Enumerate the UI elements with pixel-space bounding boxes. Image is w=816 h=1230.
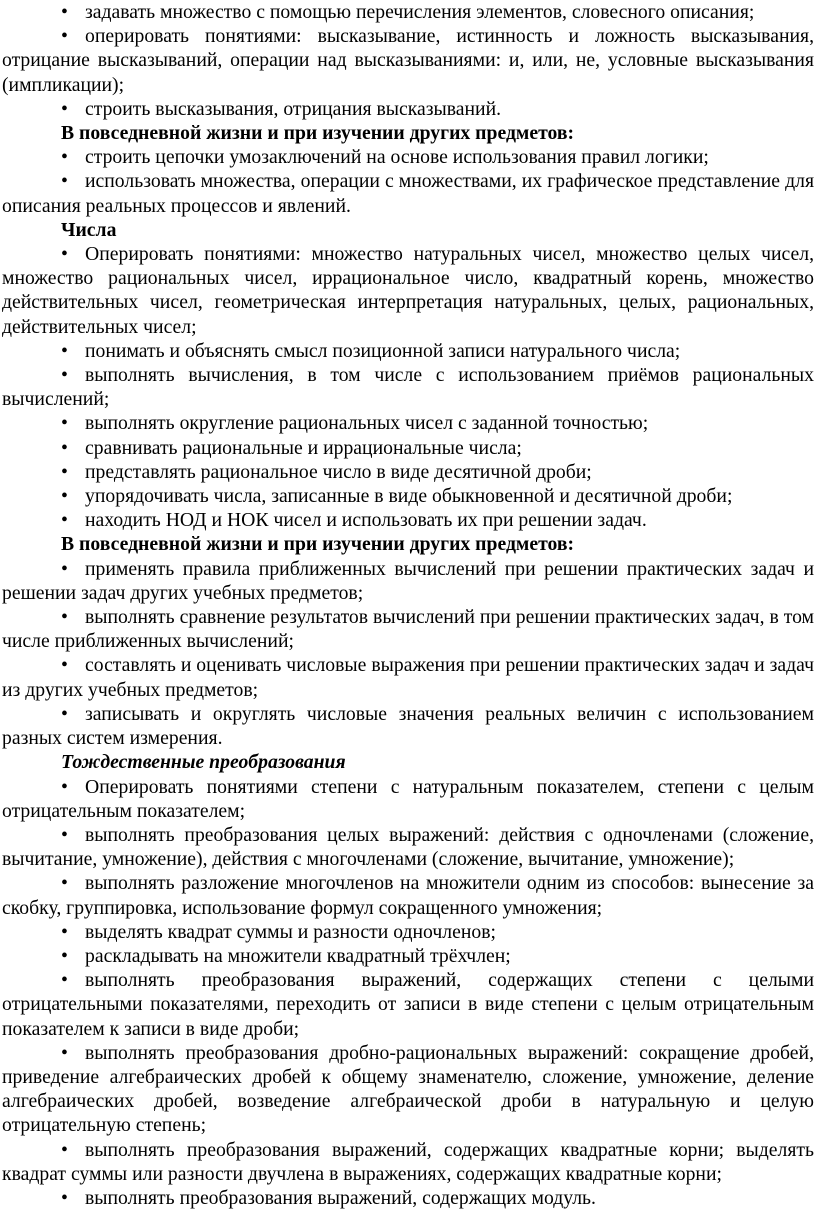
bullet-text: раскладывать на множители квадратный трёхчлен; (85, 944, 511, 967)
bullet-icon: • (61, 654, 68, 677)
bullet-icon: • (61, 606, 68, 629)
bullet-text: строить цепочки умозаключений на основе использования правил логики; (85, 146, 709, 169)
bullet-paragraph (2, 460, 814, 484)
bullet-paragraph (2, 169, 814, 217)
bullet-icon: • (61, 823, 68, 846)
bullet-paragraph (2, 968, 814, 1041)
bullet-paragraph (2, 1041, 814, 1138)
section-heading: В повседневной жизни и при изучении других предметов: (61, 533, 575, 556)
bullet-icon: • (61, 97, 68, 120)
bullet-icon: • (61, 412, 68, 435)
bullet-text: Оперировать понятиями: множество натуральных чисел, множество целых чисел, множество рациональных чисел, иррациональное число, квадратный корень, множество действительных чисел, геометрическая интерпретация натуральных, целых, рациональных, действительных чисел; (2, 243, 814, 338)
bullet-icon: • (61, 872, 68, 895)
bullet-icon: • (61, 1138, 68, 1161)
bullet-text: представлять рациональное число в виде десятичной дроби; (85, 460, 592, 483)
bullet-icon: • (61, 364, 68, 387)
bullet-paragraph (2, 145, 814, 169)
bullet-text: выполнять округление рациональных чисел с заданной точностью; (85, 412, 649, 435)
bullet-text: выполнять преобразования выражений, содержащих квадратные корни; выделять квадрат суммы или разности двучлена в выражениях, содержащих квадратные корни; (2, 1138, 814, 1185)
bullet-text: применять правила приближенных вычислений при решении практических задач и решении задач других учебных предметов; (2, 557, 814, 604)
bullet-text: выполнять преобразования выражений, содержащих степени с целыми отрицательными показателями, переходить от записи в виде степени с целым отрицательным показателем к записи в виде дроби; (2, 969, 814, 1040)
bullet-text: выполнять сравнение результатов вычислений при решении практических задач, в том числе приближенных вычислений; (2, 606, 814, 653)
bullet-text: выделять квадрат суммы и разности одночленов; (85, 920, 497, 943)
bullet-paragraph (2, 920, 814, 944)
bullet-text: выполнять разложение многочленов на множители одним из способов: вынесение за скобку, группировка, использование формул сокращенного умножения; (2, 872, 814, 919)
bullet-paragraph (2, 242, 814, 339)
bullet-icon: • (61, 460, 68, 483)
bullet-icon: • (61, 1, 68, 23)
bullet-paragraph (2, 484, 814, 508)
bullet-text: выполнять преобразования выражений, содержащих модуль. (85, 1186, 596, 1209)
section-heading: Числа (61, 218, 117, 241)
bullet-paragraph (2, 0, 814, 24)
bullet-paragraph (2, 1138, 814, 1186)
bullet-text: выполнять вычисления, в том числе с использованием приёмов рациональных вычислений; (2, 364, 814, 411)
bullet-icon: • (61, 485, 68, 508)
bullet-paragraph (2, 24, 814, 97)
bullet-text: составлять и оценивать числовые выражения при решении практических задач и задач из других учебных предметов; (2, 654, 814, 701)
bullet-text: находить НОД и НОК чисел и использовать их при решении задач. (85, 509, 647, 532)
bullet-paragraph (2, 944, 814, 968)
bullet-paragraph (2, 411, 814, 435)
bullet-icon: • (61, 1041, 68, 1064)
bullet-icon: • (61, 969, 68, 992)
bullet-text: использовать множества, операции с множествами, их графическое представление для описания реальных процессов и явлений. (2, 170, 814, 217)
bullet-icon: • (61, 775, 68, 798)
bullet-text: упорядочивать числа, записанные в виде обыкновенной и десятичной дроби; (85, 485, 733, 508)
bullet-paragraph (2, 339, 814, 363)
bullet-paragraph (2, 436, 814, 460)
bullet-text: оперировать понятиями: высказывание, истинность и ложность высказывания, отрицание высказываний, операции над высказываниями: и, или, не, условные высказывания (импликации); (2, 25, 814, 96)
bullet-paragraph (2, 1186, 814, 1210)
bullet-paragraph (2, 871, 814, 919)
bullet-icon: • (61, 170, 68, 193)
bullet-paragraph (2, 97, 814, 121)
bullet-text: выполнять преобразования дробно-рациональных выражений: сокращение дробей, приведение алгебраических дробей к общему знаменателю, сложение, умножение, деление алгебраических дробей, возведение алгебраической дроби в натуральную и целую отрицательную степень; (2, 1041, 814, 1137)
bullet-icon: • (61, 25, 68, 48)
bullet-paragraph (2, 605, 814, 653)
bullet-icon: • (61, 509, 68, 532)
bullet-text: Оперировать понятиями степени с натуральным показателем, степени с целым отрицательным показателем; (2, 775, 814, 822)
bullet-icon: • (61, 243, 68, 266)
section-heading: В повседневной жизни и при изучении других предметов: (61, 122, 575, 145)
bullet-text: строить высказывания, отрицания высказываний. (85, 97, 502, 120)
bullet-paragraph (2, 508, 814, 532)
bullet-paragraph (2, 363, 814, 411)
bullet-icon: • (61, 436, 68, 459)
bullet-icon: • (61, 944, 68, 967)
bullet-icon: • (61, 557, 68, 580)
bullet-icon: • (61, 1186, 68, 1209)
bullet-paragraph (2, 653, 814, 701)
bullet-text: выполнять преобразования целых выражений: действия с одночленами (сложение, вычитание, умножение), действия с многочленами (сложение, вычитание, умножение); (2, 823, 814, 871)
bullet-text: сравнивать рациональные и иррациональные числа; (85, 436, 522, 459)
bullet-icon: • (61, 702, 68, 725)
bullet-paragraph (2, 823, 814, 871)
bullet-text: понимать и объяснять смысл позиционной записи натурального числа; (85, 339, 681, 362)
bullet-icon: • (61, 339, 68, 362)
bullet-paragraph (2, 557, 814, 605)
bullet-icon: • (61, 920, 68, 943)
bullet-text: записывать и округлять числовые значения реальных величин с использованием разных систем измерения. (2, 702, 814, 750)
section-heading: Тождественные преобразования (61, 751, 346, 774)
bullet-paragraph (2, 702, 814, 750)
bullet-icon: • (61, 146, 68, 169)
bullet-paragraph (2, 775, 814, 823)
bullet-text: задавать множество с помощью перечисления элементов, словесного описания; (85, 1, 755, 23)
